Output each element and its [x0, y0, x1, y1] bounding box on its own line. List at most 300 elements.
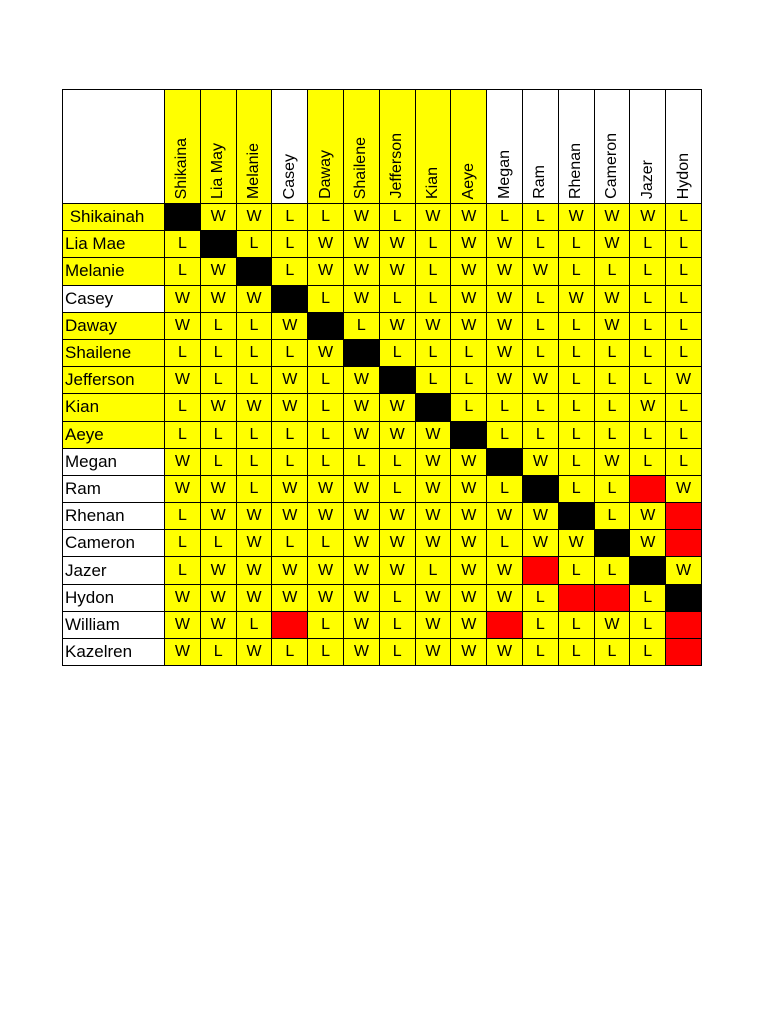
- column-header-label: Megan: [495, 150, 513, 199]
- result-cell: W: [380, 258, 416, 285]
- result-cell: L: [272, 449, 308, 476]
- result-cell: W: [487, 258, 523, 285]
- result-cell: L: [201, 313, 237, 340]
- result-cell: W: [308, 585, 344, 612]
- result-cell: L: [308, 612, 344, 639]
- result-cell: L: [559, 340, 595, 367]
- result-cell: W: [559, 530, 595, 557]
- result-cell: L: [451, 340, 487, 367]
- result-cell: L: [487, 394, 523, 421]
- result-cell: W: [237, 204, 273, 231]
- result-cell: L: [416, 286, 452, 313]
- flagged-cell: [666, 530, 702, 557]
- result-cell: W: [666, 367, 702, 394]
- result-cell: L: [416, 258, 452, 285]
- result-cell: L: [630, 231, 666, 258]
- diagonal-cell: [344, 340, 380, 367]
- result-cell: L: [559, 449, 595, 476]
- result-cell: L: [666, 204, 702, 231]
- diagonal-cell: [237, 258, 273, 285]
- result-cell: L: [523, 231, 559, 258]
- result-cell: L: [595, 476, 631, 503]
- result-cell: L: [201, 340, 237, 367]
- result-cell: L: [201, 449, 237, 476]
- result-cell: W: [416, 204, 452, 231]
- result-cell: W: [416, 585, 452, 612]
- result-cell: L: [630, 367, 666, 394]
- result-cell: L: [451, 367, 487, 394]
- result-cell: W: [201, 503, 237, 530]
- result-cell: L: [416, 367, 452, 394]
- result-cell: L: [237, 476, 273, 503]
- result-cell: W: [201, 258, 237, 285]
- column-header-label: Rhenan: [567, 142, 585, 199]
- result-cell: L: [523, 612, 559, 639]
- result-cell: W: [201, 286, 237, 313]
- flagged-cell: [595, 585, 631, 612]
- column-header-label: Jefferson: [388, 133, 406, 199]
- result-cell: W: [344, 231, 380, 258]
- diagonal-cell: [666, 585, 702, 612]
- result-cell: L: [380, 340, 416, 367]
- result-cell: W: [523, 367, 559, 394]
- result-cell: L: [201, 422, 237, 449]
- result-cell: W: [165, 585, 201, 612]
- flagged-cell: [487, 612, 523, 639]
- result-cell: W: [344, 258, 380, 285]
- flagged-cell: [523, 557, 559, 584]
- result-cell: W: [308, 476, 344, 503]
- result-cell: W: [380, 394, 416, 421]
- row-header: Rhenan: [63, 503, 165, 530]
- result-cell: W: [380, 530, 416, 557]
- result-cell: L: [308, 394, 344, 421]
- result-cell: L: [165, 503, 201, 530]
- flagged-cell: [666, 503, 702, 530]
- result-cell: L: [344, 313, 380, 340]
- result-cell: W: [451, 313, 487, 340]
- result-cell: L: [416, 557, 452, 584]
- result-cell: W: [523, 530, 559, 557]
- result-cell: L: [559, 422, 595, 449]
- result-cell: L: [559, 313, 595, 340]
- result-cell: L: [559, 394, 595, 421]
- result-cell: W: [630, 394, 666, 421]
- row-header: Daway: [63, 313, 165, 340]
- result-cell: W: [344, 503, 380, 530]
- row-header: Hydon: [63, 585, 165, 612]
- diagonal-cell: [308, 313, 344, 340]
- column-header-label: Casey: [280, 153, 298, 199]
- result-cell: L: [630, 286, 666, 313]
- flagged-cell: [559, 585, 595, 612]
- column-header-label: Daway: [316, 150, 334, 199]
- result-cell: L: [380, 286, 416, 313]
- result-cell: L: [559, 258, 595, 285]
- diagonal-cell: [451, 422, 487, 449]
- column-header-label: Shailene: [352, 136, 370, 199]
- result-cell: L: [272, 340, 308, 367]
- result-cell: W: [559, 286, 595, 313]
- diagonal-cell: [523, 476, 559, 503]
- result-cell: L: [380, 639, 416, 666]
- column-header: [308, 90, 344, 204]
- result-cell: W: [487, 503, 523, 530]
- result-cell: W: [595, 313, 631, 340]
- column-header: [165, 90, 201, 204]
- result-cell: L: [308, 639, 344, 666]
- result-cell: L: [272, 530, 308, 557]
- diagonal-cell: [559, 503, 595, 530]
- result-cell: W: [487, 231, 523, 258]
- result-cell: L: [237, 422, 273, 449]
- result-cell: L: [308, 530, 344, 557]
- result-cell: W: [451, 449, 487, 476]
- result-cell: L: [630, 639, 666, 666]
- result-cell: L: [272, 639, 308, 666]
- result-cell: W: [451, 231, 487, 258]
- diagonal-cell: [595, 530, 631, 557]
- result-cell: L: [487, 476, 523, 503]
- result-cell: L: [666, 286, 702, 313]
- result-cell: L: [523, 639, 559, 666]
- result-cell: L: [630, 449, 666, 476]
- row-header: Ram: [63, 476, 165, 503]
- result-cell: W: [416, 313, 452, 340]
- result-cell: W: [559, 204, 595, 231]
- result-cell: W: [272, 503, 308, 530]
- result-cell: L: [523, 340, 559, 367]
- result-cell: L: [272, 258, 308, 285]
- column-header-label: Shikaina: [173, 137, 191, 199]
- result-cell: L: [272, 204, 308, 231]
- result-cell: W: [308, 503, 344, 530]
- result-cell: W: [201, 557, 237, 584]
- result-cell: L: [237, 612, 273, 639]
- result-cell: L: [308, 422, 344, 449]
- column-header: [416, 90, 452, 204]
- column-header: [451, 90, 487, 204]
- flagged-cell: [630, 476, 666, 503]
- column-header: [523, 90, 559, 204]
- column-header: [630, 90, 666, 204]
- result-cell: L: [523, 585, 559, 612]
- result-cell: W: [380, 503, 416, 530]
- result-cell: L: [308, 204, 344, 231]
- result-cell: W: [237, 639, 273, 666]
- result-cell: W: [201, 476, 237, 503]
- column-header-label: Lia May: [209, 142, 227, 199]
- result-cell: L: [272, 231, 308, 258]
- result-cell: L: [630, 422, 666, 449]
- result-cell: W: [165, 367, 201, 394]
- result-cell: L: [380, 612, 416, 639]
- result-cell: W: [201, 204, 237, 231]
- result-cell: W: [416, 422, 452, 449]
- result-cell: L: [523, 394, 559, 421]
- result-cell: L: [559, 476, 595, 503]
- result-cell: W: [165, 639, 201, 666]
- result-cell: L: [666, 394, 702, 421]
- result-cell: L: [165, 422, 201, 449]
- result-cell: L: [237, 313, 273, 340]
- column-header: [237, 90, 273, 204]
- row-header: William: [63, 612, 165, 639]
- result-cell: L: [595, 394, 631, 421]
- result-cell: W: [344, 367, 380, 394]
- result-cell: W: [344, 204, 380, 231]
- result-cell: L: [523, 286, 559, 313]
- result-cell: L: [201, 639, 237, 666]
- result-cell: L: [595, 503, 631, 530]
- result-cell: L: [666, 313, 702, 340]
- result-cell: L: [237, 367, 273, 394]
- column-header-label: Jazer: [638, 159, 656, 199]
- result-cell: W: [451, 585, 487, 612]
- result-cell: W: [487, 286, 523, 313]
- result-cell: W: [344, 639, 380, 666]
- result-cell: L: [595, 340, 631, 367]
- diagonal-cell: [201, 231, 237, 258]
- result-cell: L: [487, 204, 523, 231]
- result-cell: W: [595, 449, 631, 476]
- row-header: Lia Mae: [63, 231, 165, 258]
- result-cell: L: [165, 530, 201, 557]
- result-cell: L: [201, 530, 237, 557]
- row-header: Jefferson: [63, 367, 165, 394]
- result-cell: L: [630, 313, 666, 340]
- result-cell: L: [559, 639, 595, 666]
- result-cell: W: [451, 503, 487, 530]
- result-cell: W: [595, 204, 631, 231]
- result-cell: L: [559, 557, 595, 584]
- row-header: Casey: [63, 286, 165, 313]
- result-cell: L: [165, 557, 201, 584]
- result-cell: L: [344, 449, 380, 476]
- column-header: [344, 90, 380, 204]
- result-cell: L: [666, 422, 702, 449]
- result-cell: W: [451, 612, 487, 639]
- column-header: [272, 90, 308, 204]
- result-cell: W: [666, 476, 702, 503]
- result-cell: L: [487, 422, 523, 449]
- result-cell: W: [380, 313, 416, 340]
- result-cell: W: [523, 503, 559, 530]
- result-cell: W: [416, 449, 452, 476]
- result-cell: L: [487, 530, 523, 557]
- column-header-label: Melanie: [244, 142, 262, 199]
- result-cell: W: [165, 286, 201, 313]
- result-cell: W: [344, 394, 380, 421]
- result-cell: L: [666, 449, 702, 476]
- result-cell: W: [630, 530, 666, 557]
- result-cell: L: [595, 557, 631, 584]
- result-cell: L: [416, 340, 452, 367]
- result-cell: L: [308, 286, 344, 313]
- column-header: [595, 90, 631, 204]
- column-header: [201, 90, 237, 204]
- diagonal-cell: [416, 394, 452, 421]
- result-cell: W: [344, 612, 380, 639]
- result-cell: L: [451, 394, 487, 421]
- diagonal-cell: [487, 449, 523, 476]
- table-corner-cell: [63, 90, 165, 204]
- result-cell: W: [451, 557, 487, 584]
- result-cell: W: [237, 557, 273, 584]
- result-cell: W: [272, 476, 308, 503]
- result-cell: L: [380, 204, 416, 231]
- result-cell: W: [595, 286, 631, 313]
- result-cell: W: [344, 422, 380, 449]
- result-cell: W: [272, 313, 308, 340]
- result-cell: L: [666, 340, 702, 367]
- result-cell: L: [559, 231, 595, 258]
- result-cell: W: [416, 530, 452, 557]
- result-cell: W: [201, 585, 237, 612]
- result-cell: W: [451, 639, 487, 666]
- result-cell: W: [344, 585, 380, 612]
- result-cell: W: [237, 286, 273, 313]
- result-cell: W: [487, 367, 523, 394]
- result-cell: L: [523, 204, 559, 231]
- result-cell: L: [559, 612, 595, 639]
- result-cell: W: [416, 612, 452, 639]
- row-header: Kazelren: [63, 639, 165, 666]
- column-header: [487, 90, 523, 204]
- result-cell: L: [165, 231, 201, 258]
- result-cell: W: [487, 340, 523, 367]
- flagged-cell: [272, 612, 308, 639]
- result-cell: W: [344, 557, 380, 584]
- result-cell: L: [165, 258, 201, 285]
- result-cell: W: [451, 530, 487, 557]
- result-cell: W: [451, 286, 487, 313]
- column-header-label: Ram: [531, 165, 549, 199]
- result-cell: W: [595, 612, 631, 639]
- result-cell: W: [272, 557, 308, 584]
- result-cell: W: [595, 231, 631, 258]
- result-cell: W: [237, 503, 273, 530]
- result-cell: W: [487, 313, 523, 340]
- column-header-label: Aeye: [459, 162, 477, 199]
- result-cell: L: [523, 422, 559, 449]
- column-header: [666, 90, 702, 204]
- result-cell: L: [630, 612, 666, 639]
- result-cell: L: [630, 258, 666, 285]
- result-cell: L: [666, 258, 702, 285]
- row-header: Kian: [63, 394, 165, 421]
- result-cell: W: [487, 639, 523, 666]
- result-cell: W: [308, 340, 344, 367]
- result-cell: W: [344, 476, 380, 503]
- diagonal-cell: [272, 286, 308, 313]
- result-cell: W: [201, 612, 237, 639]
- row-header: Megan: [63, 449, 165, 476]
- result-cell: W: [237, 530, 273, 557]
- column-header-label: Kian: [423, 166, 441, 199]
- result-cell: W: [308, 258, 344, 285]
- result-cell: W: [308, 231, 344, 258]
- diagonal-cell: [630, 557, 666, 584]
- result-cell: L: [165, 340, 201, 367]
- result-cell: W: [201, 394, 237, 421]
- result-cell: W: [344, 286, 380, 313]
- result-cell: W: [523, 258, 559, 285]
- result-cell: L: [380, 449, 416, 476]
- row-header: Shikainah: [63, 204, 165, 231]
- diagonal-cell: [380, 367, 416, 394]
- row-header: Jazer: [63, 557, 165, 584]
- result-cell: L: [237, 231, 273, 258]
- result-cell: W: [416, 476, 452, 503]
- result-cell: L: [201, 367, 237, 394]
- results-table: [62, 89, 702, 666]
- result-cell: W: [380, 557, 416, 584]
- result-cell: W: [630, 503, 666, 530]
- result-cell: W: [451, 204, 487, 231]
- result-cell: L: [595, 258, 631, 285]
- result-cell: W: [237, 585, 273, 612]
- result-cell: W: [666, 557, 702, 584]
- column-header-label: Cameron: [602, 133, 620, 199]
- result-cell: L: [559, 367, 595, 394]
- result-cell: L: [630, 340, 666, 367]
- result-cell: W: [451, 476, 487, 503]
- result-cell: W: [416, 639, 452, 666]
- result-cell: W: [523, 449, 559, 476]
- result-cell: L: [308, 367, 344, 394]
- result-cell: W: [237, 394, 273, 421]
- result-cell: L: [380, 476, 416, 503]
- result-cell: W: [272, 585, 308, 612]
- flagged-cell: [666, 639, 702, 666]
- result-cell: L: [630, 585, 666, 612]
- row-header: Melanie: [63, 258, 165, 285]
- result-cell: W: [451, 258, 487, 285]
- result-cell: W: [344, 530, 380, 557]
- result-cell: W: [165, 476, 201, 503]
- column-header: [559, 90, 595, 204]
- result-cell: L: [595, 367, 631, 394]
- result-cell: L: [523, 313, 559, 340]
- result-cell: L: [666, 231, 702, 258]
- result-cell: W: [308, 557, 344, 584]
- row-header: Shailene: [63, 340, 165, 367]
- result-cell: W: [487, 585, 523, 612]
- column-header: [380, 90, 416, 204]
- flagged-cell: [666, 612, 702, 639]
- result-cell: L: [416, 231, 452, 258]
- row-header: Cameron: [63, 530, 165, 557]
- result-cell: L: [595, 639, 631, 666]
- result-cell: W: [165, 449, 201, 476]
- result-cell: W: [487, 557, 523, 584]
- result-cell: W: [380, 231, 416, 258]
- result-cell: W: [416, 503, 452, 530]
- result-cell: L: [237, 340, 273, 367]
- result-cell: W: [272, 394, 308, 421]
- result-cell: L: [308, 449, 344, 476]
- result-cell: W: [165, 612, 201, 639]
- result-cell: L: [165, 394, 201, 421]
- result-cell: L: [380, 585, 416, 612]
- result-cell: W: [165, 313, 201, 340]
- row-header: Aeye: [63, 422, 165, 449]
- result-cell: W: [630, 204, 666, 231]
- result-cell: L: [272, 422, 308, 449]
- column-header-label: Hydon: [674, 152, 692, 199]
- result-cell: L: [595, 422, 631, 449]
